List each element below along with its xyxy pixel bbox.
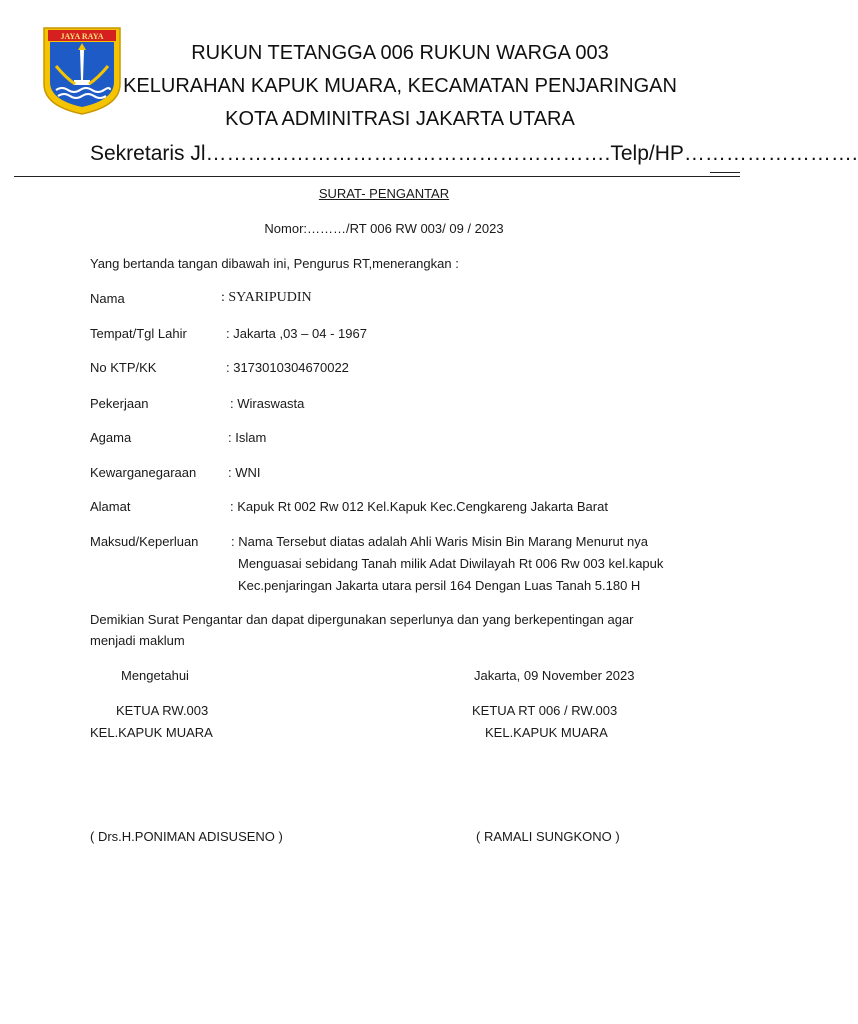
field-value-maksud: : Nama Tersebut diatas adalah Ahli Waris Misin Bin Marang Menurut nya xyxy=(231,534,648,549)
field-label-ttl: Tempat/Tgl Lahir xyxy=(90,326,187,341)
sig-left-heading: Mengetahui xyxy=(121,668,189,683)
sig-left-name: ( Drs.H.PONIMAN ADISUSENO ) xyxy=(90,829,283,844)
letter-intro: Yang bertanda tangan dibawah ini, Pengurus RT,menerangkan : xyxy=(90,256,459,271)
field-value-nama: : SYARIPUDIN xyxy=(221,290,312,305)
sig-right-place-date: Jakarta, 09 November 2023 xyxy=(474,668,635,683)
field-label-pekerjaan: Pekerjaan xyxy=(90,396,149,411)
field-value-maksud-cont2: Kec.penjaringan Jakarta utara persil 164 Dengan Luas Tanah 5.180 H xyxy=(238,578,641,593)
field-value-alamat: : Kapuk Rt 002 Rw 012 Kel.Kapuk Kec.Cengkareng Jakarta Barat xyxy=(230,499,608,514)
letter-number: Nomor:………/RT 006 RW 003/ 09 / 2023 xyxy=(264,221,504,236)
sig-right-org: KEL.KAPUK MUARA xyxy=(485,725,608,740)
header-line-kelurahan: KELURAHAN KAPUK MUARA, KECAMATAN PENJARINGAN xyxy=(123,75,677,97)
header-divider xyxy=(14,176,740,177)
sig-left-org: KEL.KAPUK MUARA xyxy=(90,725,213,740)
field-label-agama: Agama xyxy=(90,430,132,445)
field-value-pekerjaan: : Wiraswasta xyxy=(230,396,305,411)
field-label-alamat: Alamat xyxy=(90,499,131,514)
jakarta-emblem-logo xyxy=(42,26,122,116)
header-divider-tick xyxy=(710,172,740,173)
field-value-agama: : Islam xyxy=(228,430,267,445)
sig-right-role: KETUA RT 006 / RW.003 xyxy=(472,703,618,718)
header-line-rt-rw: RUKUN TETANGGA 006 RUKUN WARGA 003 xyxy=(191,42,609,64)
field-label-kewarganegaraan: Kewarganegaraan xyxy=(90,465,197,480)
svg-text:JAYA RAYA: JAYA RAYA xyxy=(60,32,104,41)
field-value-ktp: : 3173010304670022 xyxy=(226,360,349,375)
field-value-kewarganegaraan: : WNI xyxy=(228,465,261,480)
letter-title: SURAT- PENGANTAR xyxy=(318,186,450,201)
field-label-nama: Nama xyxy=(90,291,125,306)
closing-line-2: menjadi maklum xyxy=(90,633,185,648)
field-value-ttl: : Jakarta ,03 – 04 - 1967 xyxy=(226,326,367,341)
field-label-maksud: Maksud/Keperluan xyxy=(90,534,199,549)
sig-right-name: ( RAMALI SUNGKONO ) xyxy=(476,829,620,844)
sig-left-role: KETUA RW.003 xyxy=(116,703,209,718)
header-line-kota: KOTA ADMINITRASI JAKARTA UTARA xyxy=(225,108,575,130)
field-value-maksud-cont1: Menguasai sebidang Tanah milik Adat Diwilayah Rt 006 Rw 003 kel.kapuk xyxy=(238,556,664,571)
field-label-ktp: No KTP/KK xyxy=(90,360,157,375)
header-contact-line: Sekretaris Jl………………………………………………….Telp/HP……………………. xyxy=(90,142,858,165)
closing-line-1: Demikian Surat Pengantar dan dapat dipergunakan seperlunya dan yang berkepentingan agar xyxy=(90,612,634,627)
